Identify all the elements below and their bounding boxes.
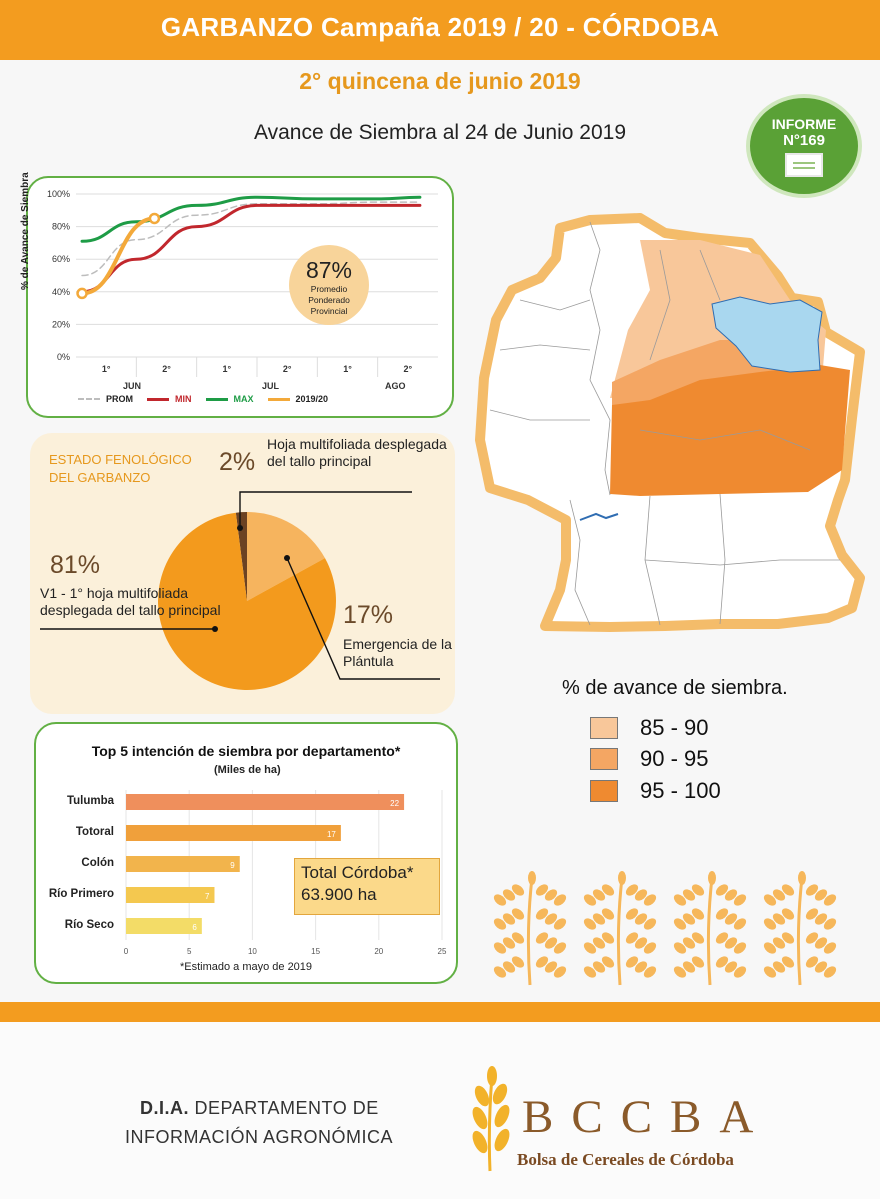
legend-label-current: 2019/20: [295, 394, 329, 404]
bar-x-tick-label: 10: [247, 947, 257, 956]
total-value: 63.900 ha: [301, 885, 377, 904]
bar-colón: [126, 856, 240, 872]
wheat-logo-stem: [489, 1076, 492, 1171]
leader-dot-17: [284, 555, 290, 561]
map-legend-label: 85 - 90: [640, 715, 709, 740]
chickpea-plant: [582, 871, 659, 985]
chickpea-plant: [762, 871, 839, 985]
phenology-title: ESTADO FENOLÓGICO DEL GARBANZO: [49, 452, 192, 485]
month-label-jul: JUL: [262, 381, 280, 391]
map-legend-item-95-100: [590, 778, 721, 804]
bar-chart-title: Top 5 intención de siembra por departamento*: [91, 743, 401, 759]
wheat-grain: [469, 1129, 490, 1156]
dia-abbr: D.I.A.: [140, 1098, 190, 1118]
bar-x-tick-label: 15: [311, 947, 321, 956]
plant-leaf: [798, 871, 806, 885]
series-line-2019-20: [82, 218, 154, 293]
x-tick-label: 1°: [343, 364, 352, 374]
desc-2: Hoja multifoliada desplegada del tallo principal: [267, 436, 447, 469]
bar-x-tick-label: 25: [437, 947, 447, 956]
desc-81: V1 - 1° hoja multifoliada desplegada del tallo principal: [40, 585, 221, 618]
bar-chart-subtitle: (Miles de ha): [214, 764, 281, 776]
y-tick-label: 40%: [51, 286, 70, 297]
chickpea-plant: [492, 871, 569, 985]
map-legend-label: 90 - 95: [640, 746, 709, 771]
legend-label-max: MAX: [233, 394, 254, 404]
bar-value-label: 9: [230, 861, 235, 870]
series-point-2019-20: [150, 214, 159, 223]
bar-value-label: 6: [192, 923, 197, 932]
bccba-logo-text: BCCBA: [522, 1091, 772, 1143]
month-label-ago: AGO: [385, 381, 406, 391]
y-tick-label: 60%: [51, 254, 70, 265]
plant-stem: [618, 878, 622, 985]
plant-leaf: [528, 871, 536, 885]
dia-text-1: DEPARTAMENTO DE: [194, 1098, 379, 1118]
legend-item-prom: [78, 394, 133, 404]
legend-item-max: [206, 394, 254, 404]
dia-line-1: [140, 1098, 379, 1119]
legend-swatch-max: [206, 398, 228, 401]
bar-label-tulumba: Tulumba: [66, 795, 114, 807]
legend-swatch-current: [268, 398, 290, 401]
map-legend-swatch: [590, 717, 618, 739]
bar-chart-footnote: *Estimado a mayo de 2019: [179, 961, 313, 973]
x-tick-label: 1°: [222, 364, 232, 374]
page-subtitle: 2° quincena de junio 2019: [299, 68, 581, 94]
line-chart-ylabel: % de Avance de Siembra: [20, 172, 31, 290]
plant-leaf: [618, 871, 626, 885]
leader-dot-2: [237, 525, 243, 531]
average-bubble: [289, 245, 369, 325]
month-label-jun: JUN: [123, 381, 142, 391]
leader-dot-81: [212, 626, 218, 632]
section-heading: Avance de Siembra al 24 de Junio 2019: [253, 121, 627, 144]
bar-label-rio-seco: Río Seco: [64, 919, 114, 931]
map-legend-item-85-90: [590, 715, 709, 741]
series-point-2019-20: [78, 289, 87, 298]
page-title: GARBANZO Campaña 2019 / 20 - CÓRDOBA: [160, 12, 720, 42]
plant-leaf: [708, 871, 716, 885]
bar-value-label: 7: [205, 892, 210, 901]
average-text-1: Promedio: [310, 284, 348, 294]
bar-label-rio-primero: Río Primero: [48, 888, 114, 900]
bar-value-label: 22: [390, 799, 400, 808]
y-tick-label: 80%: [51, 221, 70, 232]
legend-label-min: MIN: [175, 394, 192, 404]
bar-value-label: 17: [326, 830, 336, 839]
map-legend-title: % de avance de siembra.: [562, 677, 788, 699]
total-box: [294, 858, 440, 915]
series-line-prom: [82, 202, 420, 275]
pct-2: 2%: [219, 448, 256, 476]
x-tick-label: 2°: [162, 364, 171, 374]
series-line-min: [82, 205, 420, 291]
bar-tulumba: [126, 794, 404, 810]
legend-item-min: [147, 394, 192, 404]
bar-x-tick-label: 5: [186, 947, 192, 956]
pct-17: 17%: [343, 601, 394, 629]
legend-swatch-prom: [78, 398, 100, 400]
informe-label: INFORME: [771, 116, 837, 132]
bccba-subtitle: Bolsa de Cereales de Córdoba: [517, 1150, 734, 1169]
pct-81: 81%: [50, 551, 101, 579]
dia-line-2: INFORMACIÓN AGRONÓMICA: [125, 1127, 394, 1147]
line-chart-legend: [78, 394, 328, 404]
y-tick-label: 100%: [46, 189, 70, 199]
bar-label-colon: Colón: [81, 857, 114, 869]
y-tick-label: 0%: [56, 352, 70, 362]
legend-item-current: [268, 394, 329, 404]
average-text-3: Provincial: [310, 306, 348, 316]
map-legend-item-90-95: [590, 746, 709, 772]
wheat-grain: [491, 1103, 512, 1130]
plant-stem: [798, 878, 802, 985]
chickpea-plant: [672, 871, 749, 985]
bar-x-tick-label: 0: [123, 947, 129, 956]
map-legend-swatch: [590, 780, 618, 802]
chickpea-plants-illustration: [470, 870, 870, 990]
wheat-grain: [491, 1127, 512, 1154]
y-tick-label: 20%: [51, 319, 70, 330]
informe-number: N°169: [783, 132, 825, 149]
footer-band: [0, 1002, 880, 1022]
legend-swatch-min: [147, 398, 169, 401]
map-legend-label: 95 - 100: [640, 778, 721, 803]
cordoba-map: [470, 200, 870, 640]
wheat-grain: [469, 1105, 490, 1132]
wheat-grain: [487, 1066, 497, 1086]
bar-totoral: [126, 825, 341, 841]
bar-x-tick-label: 20: [374, 947, 384, 956]
desc-17: Emergencia de la Plántula: [343, 636, 452, 669]
legend-label-prom: PROM: [106, 394, 133, 404]
wheat-logo-icon: [462, 1066, 518, 1176]
x-tick-label: 2°: [282, 364, 292, 374]
bar-río-seco: [126, 918, 202, 934]
bar-label-totoral: Totoral: [75, 826, 114, 838]
plant-stem: [528, 878, 532, 985]
total-label: Total Córdoba*: [301, 863, 414, 882]
plant-stem: [708, 878, 712, 985]
bar-río-primero: [126, 887, 214, 903]
x-tick-label: 2°: [403, 364, 413, 374]
average-value: 87%: [305, 257, 353, 283]
x-tick-label: 1°: [101, 364, 111, 374]
map-legend-swatch: [590, 748, 618, 770]
average-text-2: Ponderado: [308, 295, 350, 305]
